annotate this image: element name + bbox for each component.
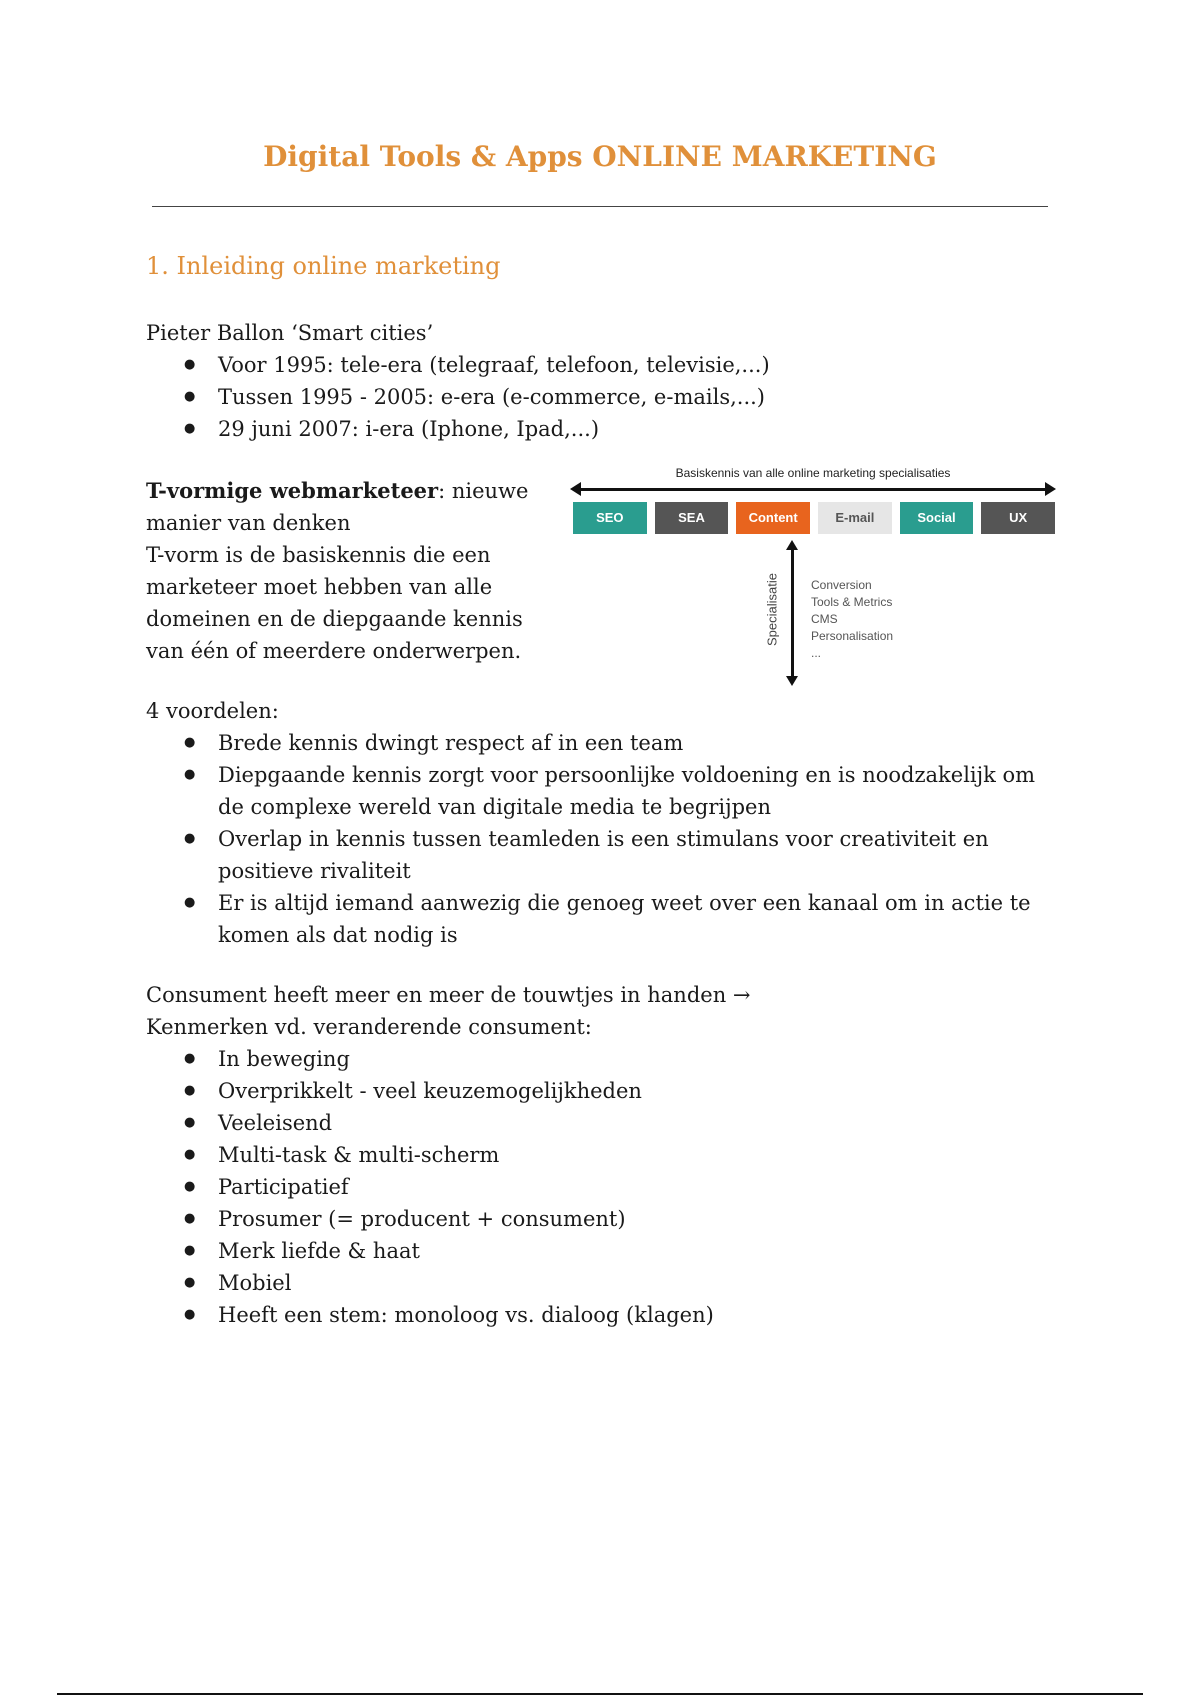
- specialisation-item: Tools & Metrics: [811, 595, 893, 609]
- era-list: [146, 349, 1066, 445]
- list-item: ● Prosumer (= producent + consument): [146, 1203, 1066, 1235]
- list-item: ● Diepgaande kennis zorgt voor persoonlijke voldoening en is noodzakelijk om de complexe wereld van digitale media te begrijpen: [146, 759, 1066, 823]
- list-item: ● In beweging: [146, 1043, 1066, 1075]
- box-content: Content: [736, 502, 810, 534]
- box-seo: SEO: [573, 502, 647, 534]
- tshape-rest: : nieuwe manier van denken: [146, 479, 529, 535]
- specialisation-item: CMS: [811, 612, 838, 626]
- section-heading: 1. Inleiding online marketing: [146, 252, 501, 280]
- list-item: ● Merk liefde & haat: [146, 1235, 1066, 1267]
- box-social: Social: [900, 502, 974, 534]
- list-item: ● Er is altijd iemand aanwezig die genoeg weet over een kanaal om in actie te komen als dat nodig is: [146, 887, 1066, 951]
- t-shape-diagram: [568, 462, 1058, 687]
- box-sea: SEA: [655, 502, 729, 534]
- list-item: ● Overprikkelt - veel keuzemogelijkheden: [146, 1075, 1066, 1107]
- list-item: ● Tussen 1995 - 2005: e-era (e-commerce, e-mails,...): [146, 381, 1066, 413]
- list-item: ● Mobiel: [146, 1267, 1066, 1299]
- advantages-intro: 4 voordelen:: [146, 699, 279, 723]
- tshape-term: T-vormige webmarketeer: [146, 478, 439, 503]
- page-bottom-divider: [57, 1693, 1143, 1695]
- list-item: ● Voor 1995: tele-era (telegraaf, telefoon, televisie,...): [146, 349, 1066, 381]
- specialisation-boxes: [573, 502, 1055, 534]
- list-item: ● Veeleisend: [146, 1107, 1066, 1139]
- specialisation-list: [811, 577, 893, 662]
- specialisation-item: Conversion: [811, 578, 872, 592]
- vertical-arrow-line: [791, 546, 794, 680]
- arrow-left-icon: [570, 482, 581, 496]
- consumer-line-1: Consument heeft meer en meer de touwtjes in handen →: [146, 983, 751, 1007]
- box-e-mail: E-mail: [818, 502, 892, 534]
- vertical-label: Specialisatie: [764, 573, 780, 646]
- list-item: ● 29 juni 2007: i-era (Iphone, Ipad,...): [146, 413, 1066, 445]
- arrow-up-icon: [786, 540, 798, 550]
- list-item: ● Multi-task & multi-scherm: [146, 1139, 1066, 1171]
- list-item: ● Brede kennis dwingt respect af in een team: [146, 727, 1066, 759]
- era-intro: Pieter Ballon ‘Smart cities’: [146, 321, 434, 345]
- list-item: ● Participatief: [146, 1171, 1066, 1203]
- arrow-down-icon: [786, 676, 798, 686]
- list-item: ● Heeft een stem: monoloog vs. dialoog (klagen): [146, 1299, 1066, 1331]
- tshape-definition: T-vorm is de basiskennis die een marketeer moet hebben van alle domeinen en de diepgaande kennis van één of meerdere onderwerpen.: [146, 543, 523, 663]
- horizontal-arrow-line: [576, 488, 1052, 491]
- page-title: Digital Tools & Apps ONLINE MARKETING: [263, 140, 937, 173]
- consumer-list: [146, 1043, 1066, 1331]
- diagram-top-label: Basiskennis van alle online marketing specialisaties: [675, 466, 951, 480]
- advantages-list: [146, 727, 1066, 951]
- arrow-right-icon: [1045, 482, 1056, 496]
- specialisation-item: ...: [811, 646, 822, 660]
- consumer-line-2: Kenmerken vd. veranderende consument:: [146, 1015, 592, 1039]
- title-divider: [152, 206, 1048, 207]
- list-item: ● Overlap in kennis tussen teamleden is een stimulans voor creativiteit en positieve rivaliteit: [146, 823, 1066, 887]
- specialisation-item: Personalisation: [811, 629, 894, 643]
- tshape-paragraph: [146, 475, 546, 667]
- box-ux: UX: [981, 502, 1055, 534]
